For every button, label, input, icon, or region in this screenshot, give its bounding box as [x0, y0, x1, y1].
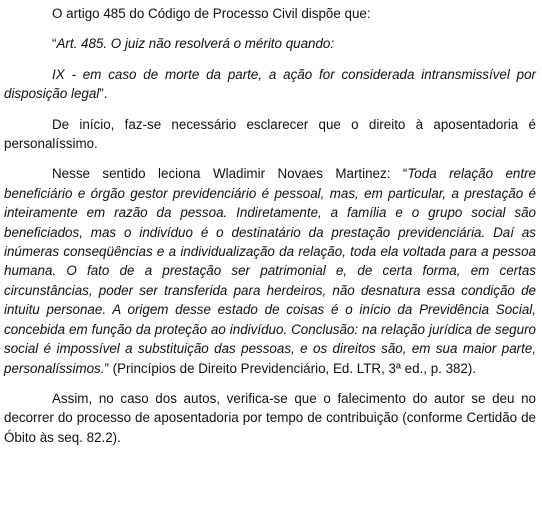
paragraph-doctrine [4, 164, 536, 377]
quote-article-heading [4, 34, 536, 53]
doctrine-citation-text: ” (Princípios de Direito Previdenciário, Ed. LTR, 3ª ed., p. 382). [104, 360, 477, 376]
paragraph-intro [4, 4, 536, 23]
paragraph-conclusion [4, 389, 536, 447]
paragraph-conclusion-text: Assim, no caso dos autos, verifica-se que o falecimento do autor se deu no decorrer do processo de aposentadoria por tempo de contribuição (conforme Certidão de Óbito às seq. 82.2). [4, 390, 536, 445]
paragraph-premise [4, 115, 536, 154]
quote-open-mark: “ [52, 36, 57, 52]
quote-item-text: IX - em caso de morte da parte, a ação for considerada intransmissível por disposição legal [4, 66, 536, 102]
quote-article-text: Art. 485. O juiz não resolverá o mérito quando: [56, 36, 335, 52]
doctrine-lead-text: Nesse sentido leciona Wladimir Novaes Martinez: “ [52, 166, 408, 182]
paragraph-intro-text: O artigo 485 do Código de Processo Civil dispõe que: [52, 6, 371, 21]
quote-close-mark: ”. [99, 86, 108, 102]
quote-article-item [4, 65, 536, 104]
doctrine-quote-text: Toda relação entre beneficiário e órgão gestor previdenciário é pessoal, mas, em particular, a prestação é inteiramente em razão da pessoa. Indiretamente, a família e o grupo social são beneficiados, mas o indivíduo é o destinatário da prestação previdenciária. Daí as inúmeras conseqüências e a individualização da relação, toda ela voltada para a pessoa humana. O fato de a prestação ser patrimonial e, de certa forma, em certas circunstâncias, poder ser transferida para herdeiros, não desnatura essa condição de intuitu personae. A origem desse estado de coisas é o início da Previdência Social, concebida em função da proteção ao indivíduo. Conclusão: na relação jurídica de seguro social é impossível a substituição das pessoas, e os direitos são, em sua maior parte, personalíssimos. [4, 166, 536, 376]
paragraph-premise-text: De início, faz-se necessário esclarecer que o direito à aposentadoria é personalíssimo. [4, 116, 536, 152]
